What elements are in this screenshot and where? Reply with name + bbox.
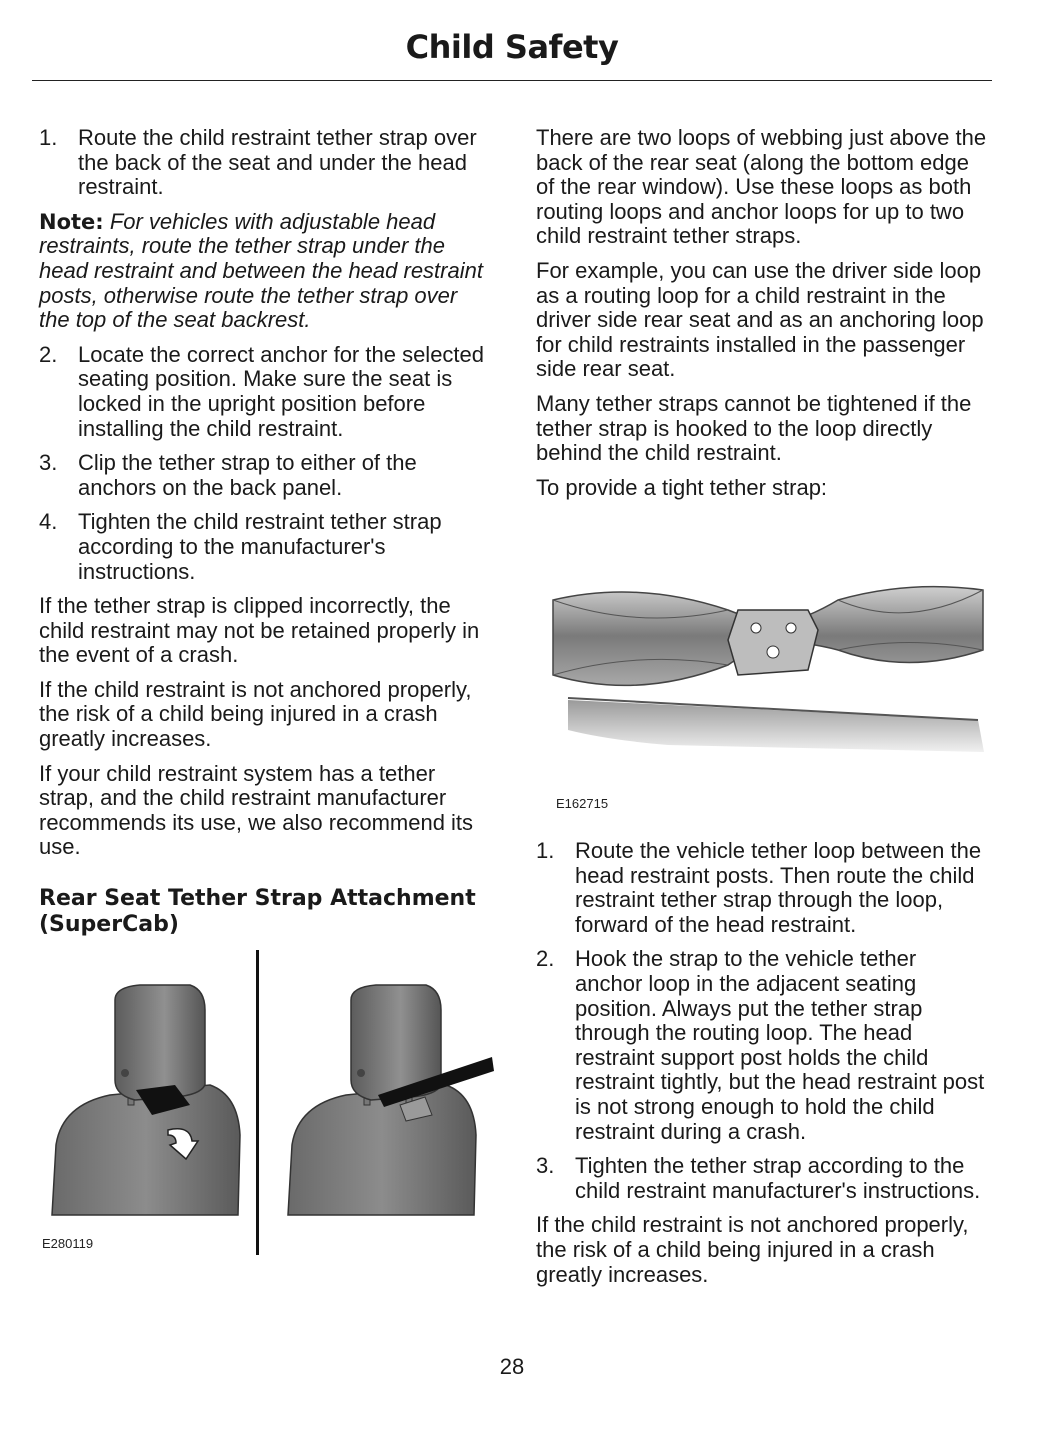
step-text: Hook the strap to the vehicle tether anchor loop in the adjacent seating position. Always put the tether strap through the routing loop. The head restraint support post holds the child restraint tightly, but the head restraint post is not strong enough to hold the child restraint during a crash. <box>575 946 985 1144</box>
step-text: Route the vehicle tether loop between the head restraint posts. Then route the child restraint tether strap through the loop, forward of the head restraint. <box>575 838 982 937</box>
tether-loop-illustration <box>548 580 988 760</box>
step-item <box>39 343 491 441</box>
step-item <box>39 510 491 584</box>
step-text: Tighten the tether strap according to the child restraint manufacturer's instructions. <box>575 1153 981 1203</box>
step-number: 4. <box>39 509 58 535</box>
page-title: Child Safety <box>405 28 619 66</box>
paragraph: There are two loops of webbing just above the back of the rear seat (along the bottom edge of the rear window). Use these loops as both routing loops and anchor loops for up to two child restraint tether straps. <box>536 125 987 249</box>
header-divider <box>32 80 992 81</box>
note <box>39 210 491 333</box>
paragraph: Many tether straps cannot be tightened if the tether strap is hooked to the loop directly behind the child restraint. <box>536 390 972 466</box>
right-column <box>536 126 988 510</box>
headrest-tether-illustration <box>40 945 500 1260</box>
right-seat-drawing <box>288 985 494 1215</box>
step-text: Locate the correct anchor for the selected seating position. Make sure the seat is locked in the upright position before installing the child restraint. <box>78 341 485 441</box>
left-seat-drawing <box>52 985 240 1215</box>
left-column <box>39 126 491 938</box>
step-text: Route the child restraint tether strap over the back of the seat and under the head restraint. <box>78 125 477 200</box>
step-number: 2. <box>39 341 58 367</box>
step-item <box>39 451 491 500</box>
step-number: 3. <box>536 1153 555 1179</box>
figure-divider <box>256 950 259 1255</box>
note-text: For vehicles with adjustable head restraints, route the tether strap under the head restraint and between the head restraint posts, otherwise route the tether strap over the top of the seat backrest. <box>39 208 483 333</box>
note-label: Note: <box>39 209 104 234</box>
paragraph: If the child restraint is not anchored properly, the risk of a child being injured in a crash greatly increases. <box>39 676 472 752</box>
step-number: 1. <box>39 125 58 150</box>
step-item <box>536 839 988 937</box>
step-number: 2. <box>536 946 555 972</box>
figure-label: E280119 <box>42 1236 94 1251</box>
step-number: 3. <box>39 450 58 476</box>
paragraph: To provide a tight tether strap: <box>536 474 828 500</box>
page-number: 28 <box>499 1354 525 1379</box>
section-heading: Rear Seat Tether Strap Attachment (SuperCab) <box>39 886 476 938</box>
right-column-steps <box>536 839 988 1297</box>
step-item <box>536 1154 988 1203</box>
step-number: 1. <box>536 838 555 863</box>
paragraph: If your child restraint system has a tether strap, and the child restraint manufacturer recommends its use, we also recommend its use. <box>39 760 474 860</box>
step-text: Tighten the child restraint tether strap according to the manufacturer's instructions. <box>78 509 442 584</box>
step-text: Clip the tether strap to either of the anchors on the back panel. <box>78 450 417 500</box>
figure-label: E162715 <box>556 796 609 811</box>
paragraph: For example, you can use the driver side loop as a routing loop for a child restraint in the driver side rear seat and as an anchoring loop for child restraints installed in the passenger side rear seat. <box>536 257 984 382</box>
step-item <box>39 126 491 200</box>
paragraph: If the child restraint is not anchored properly, the risk of a child being injured in a crash greatly increases. <box>536 1212 969 1287</box>
paragraph: If the tether strap is clipped incorrectly, the child restraint may not be retained properly in the event of a crash. <box>39 593 480 668</box>
step-item <box>536 947 988 1144</box>
